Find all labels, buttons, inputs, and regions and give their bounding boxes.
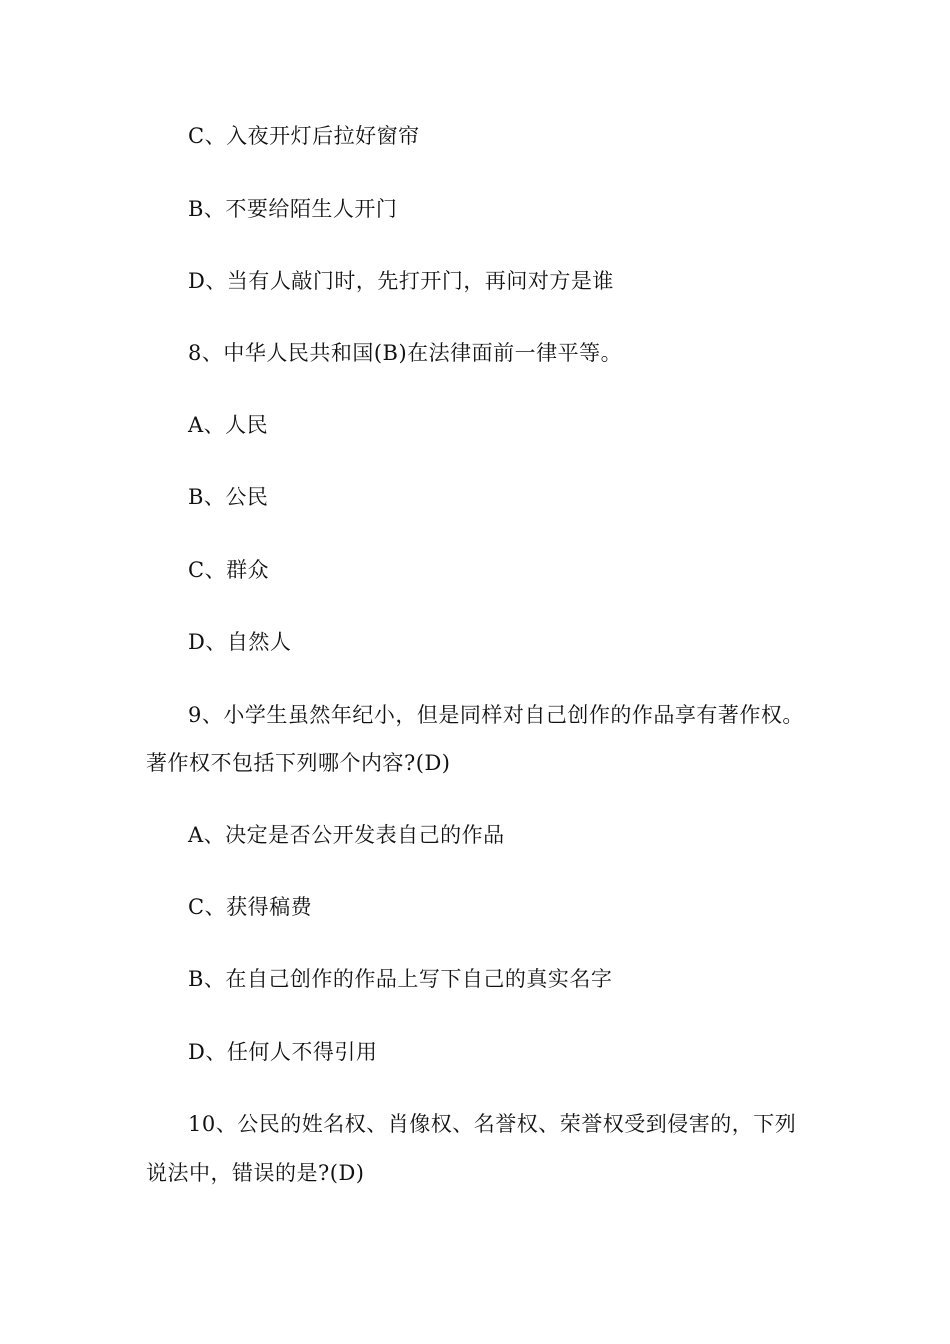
q8-option-b: B、公民 (188, 485, 269, 509)
question-9-line-1: 9、小学生虽然年纪小，但是同样对自己创作的作品享有著作权。 (188, 703, 804, 727)
option-b-line: B、不要给陌生人开门 (188, 197, 398, 221)
q9-option-b: B、在自己创作的作品上写下自己的真实名字 (188, 967, 613, 991)
q9-option-a: A、决定是否公开发表自己的作品 (188, 823, 505, 847)
q8-option-d: D、自然人 (188, 630, 292, 654)
question-9-line-2: 著作权不包括下列哪个内容?(D) (146, 751, 451, 775)
option-c-line: C、入夜开灯后拉好窗帘 (188, 124, 420, 148)
q8-option-a: A、人民 (188, 413, 269, 437)
question-8: 8、中华人民共和国(B)在法律面前一律平等。 (188, 341, 623, 365)
question-10-line-1: 10、公民的姓名权、肖像权、名誉权、荣誉权受到侵害的，下列 (188, 1112, 797, 1136)
option-d-line: D、当有人敲门时，先打开门，再问对方是谁 (188, 269, 614, 293)
q8-option-c: C、群众 (188, 558, 270, 582)
q9-option-d: D、任何人不得引用 (188, 1040, 378, 1064)
question-10-line-2: 说法中，错误的是?(D) (146, 1161, 365, 1185)
q9-option-c: C、获得稿费 (188, 895, 313, 919)
